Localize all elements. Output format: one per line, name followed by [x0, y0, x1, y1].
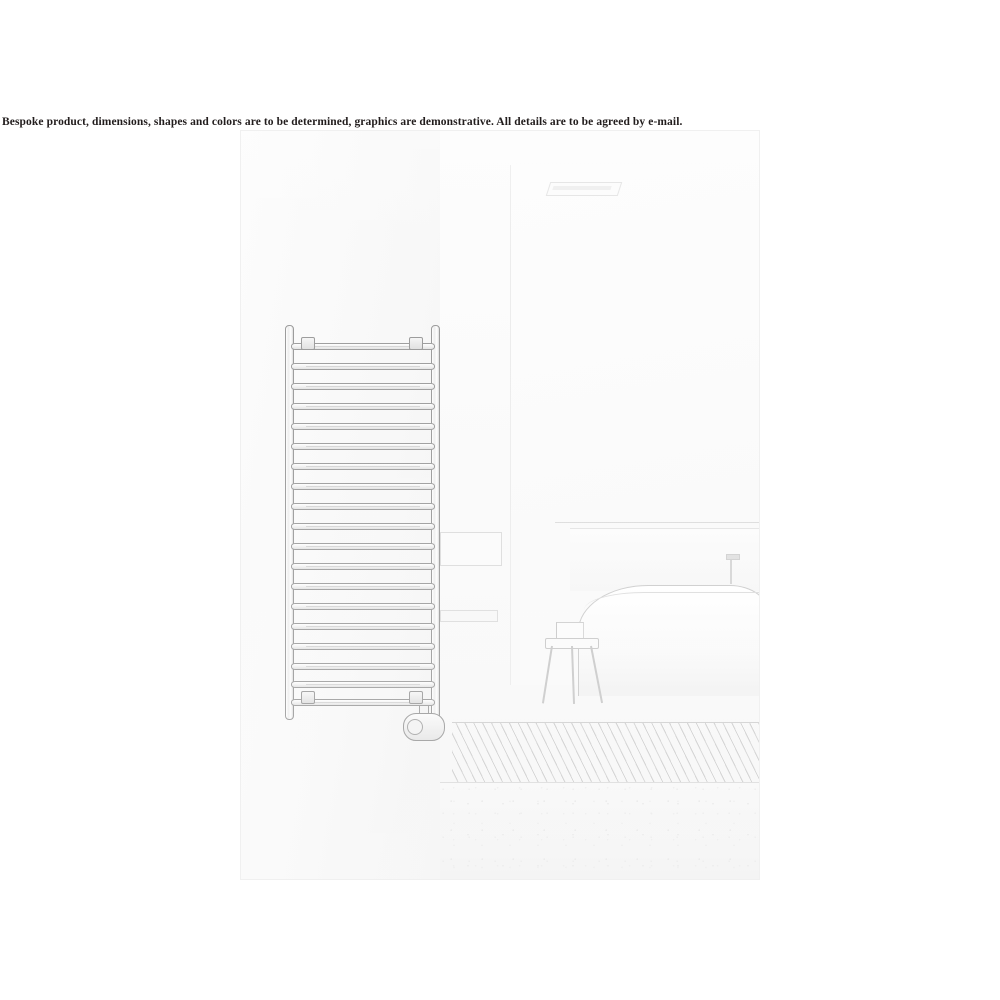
radiator-bar: [291, 523, 435, 530]
product-render-image: [240, 130, 760, 880]
ceiling-light-inner: [552, 186, 611, 190]
radiator-bar: [291, 603, 435, 610]
radiator-valve-cap: [407, 719, 423, 735]
floor-texture: [440, 782, 760, 880]
radiator-bar: [291, 643, 435, 650]
radiator-bar: [291, 623, 435, 630]
radiator-bracket: [409, 691, 423, 704]
radiator-bar: [291, 563, 435, 570]
bath-tap: [730, 558, 732, 584]
radiator-bar: [291, 443, 435, 450]
radiator-bracket: [301, 337, 315, 350]
radiator-bar: [291, 503, 435, 510]
radiator-bar: [291, 663, 435, 670]
niche-shelf: [440, 532, 502, 566]
floor-slats: [452, 722, 760, 790]
bath-tap-head: [726, 554, 740, 560]
radiator-bracket: [409, 337, 423, 350]
radiator-bar: [291, 681, 435, 688]
radiator-bar: [291, 543, 435, 550]
radiator-bar: [291, 423, 435, 430]
disclaimer-text: Bespoke product, dimensions, shapes and colors are to be determined, graphics are demonstrative. All details are to be agreed by e-mail.: [2, 116, 683, 128]
radiator-bar: [291, 463, 435, 470]
radiator-bar: [291, 383, 435, 390]
niche-shelf-lower: [440, 610, 498, 622]
bath-ledge-line: [555, 522, 760, 523]
radiator-bar: [291, 583, 435, 590]
radiator-bar: [291, 483, 435, 490]
radiator-bracket: [301, 691, 315, 704]
towel-rail-radiator: [285, 325, 440, 720]
bathtub-rim: [584, 592, 760, 613]
radiator-bar: [291, 403, 435, 410]
radiator-bar: [291, 363, 435, 370]
